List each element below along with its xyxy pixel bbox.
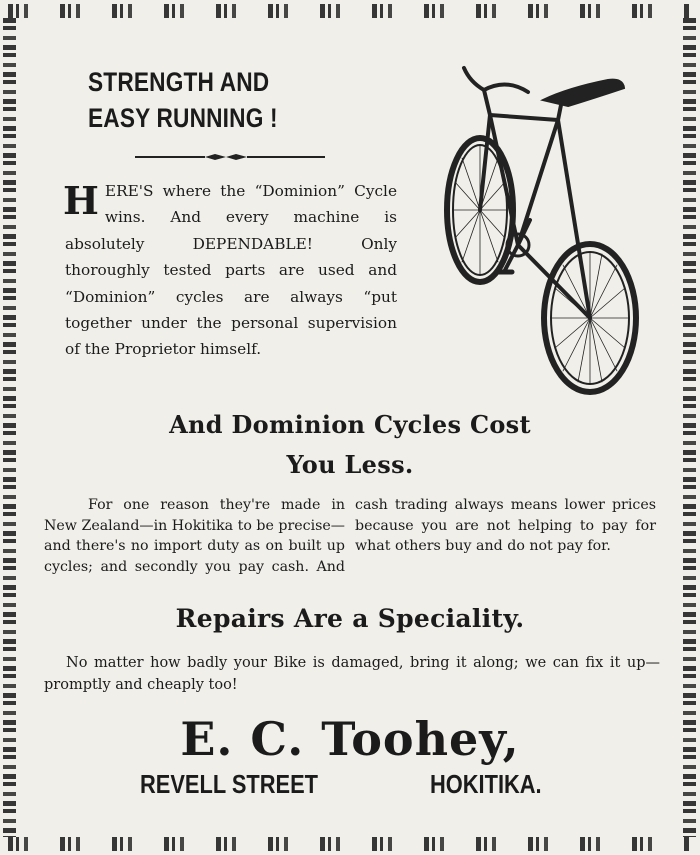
town-name: HOKITIKA. bbox=[430, 769, 542, 799]
headline bbox=[88, 64, 306, 136]
heading-cost: And Dominion Cycles Cost bbox=[169, 410, 531, 439]
proprietor-name: E. C. Toohey, bbox=[180, 712, 520, 766]
headline-line-2: EASY RUNNING ! bbox=[88, 103, 278, 133]
heading-cost-line-2: You Less. bbox=[286, 450, 414, 479]
ornamental-rule-icon bbox=[135, 152, 325, 162]
headline-line-1: STRENGTH AND bbox=[88, 67, 270, 97]
ornamental-border-top bbox=[8, 4, 692, 18]
bicycle-icon bbox=[418, 60, 656, 395]
cost-paragraph bbox=[44, 495, 656, 577]
intro-paragraph bbox=[65, 178, 397, 363]
heading-repairs: Repairs Are a Speciality. bbox=[175, 604, 525, 633]
drop-cap: H bbox=[63, 178, 99, 223]
repairs-paragraph: No matter how badly your Bike is damaged, bring it along; we can fix it up—promptly and cheaply too! bbox=[44, 655, 660, 693]
ornamental-border-bottom bbox=[8, 837, 692, 851]
cost-text: For one reason they're made in New Zealand—in Hokitika to be precise—and there's no import duty as on built up cycles; and secondly you pay cash. And cash trading always means lower prices because you are not helping to pay for what others buy and do not pay for. bbox=[44, 497, 656, 575]
intro-text: ERE'S where the “Dominion” Cycle wins. And every machine is absolutely DEPENDABLE! Only thoroughly tested parts are used and “Dominion” cycles are always “put together under the personal supervision of the Proprietor himself. bbox=[65, 182, 397, 359]
street-address: REVELL STREET bbox=[140, 769, 318, 799]
